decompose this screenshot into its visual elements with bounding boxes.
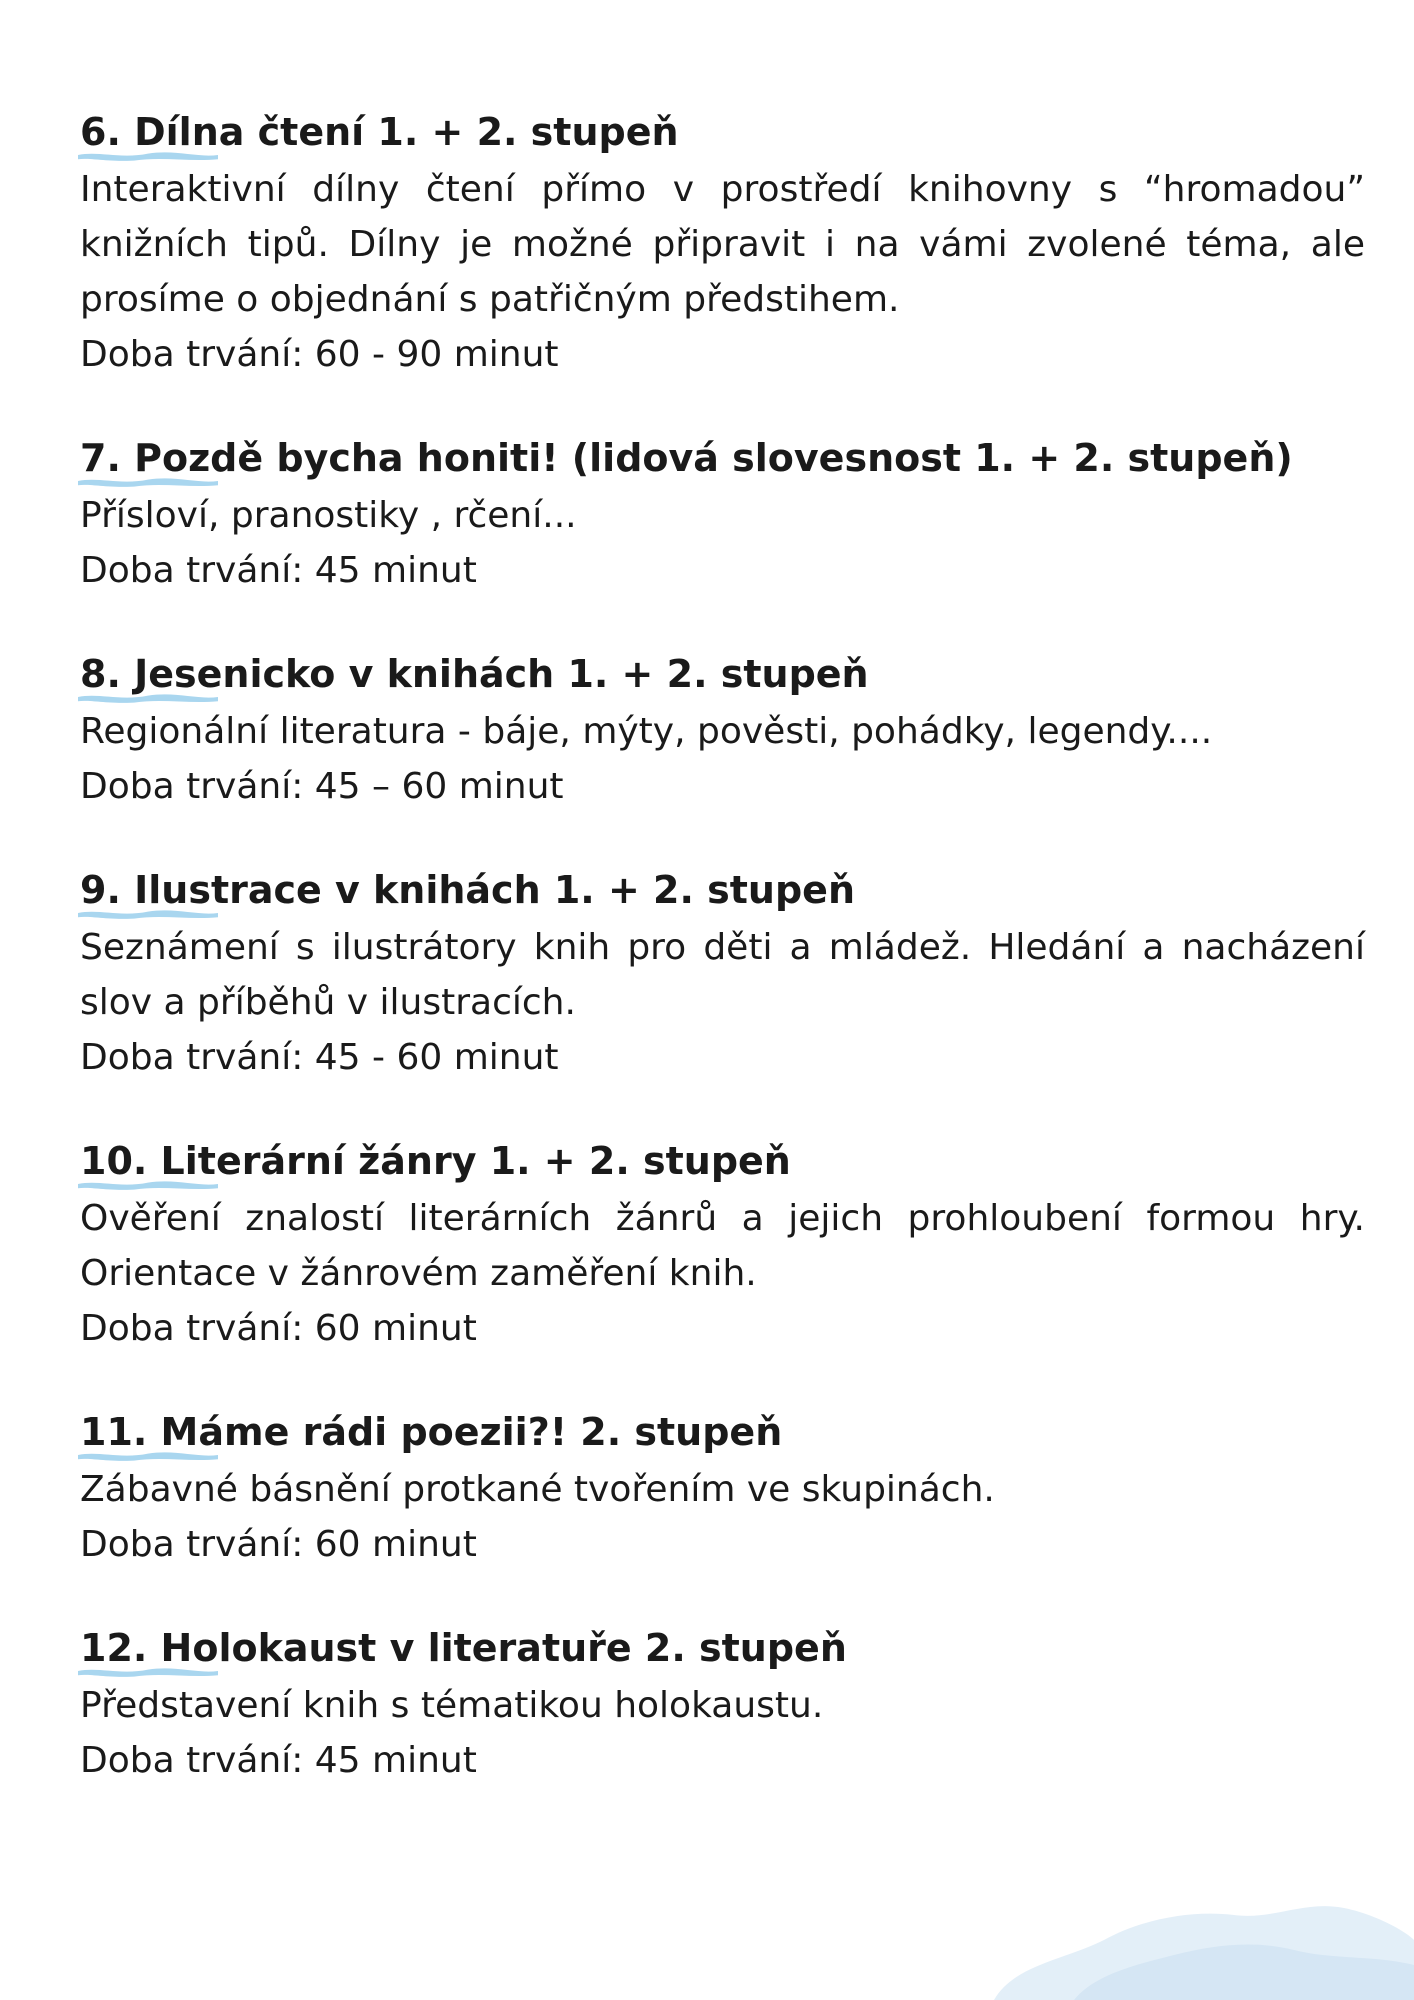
program-item-6 bbox=[80, 108, 1365, 382]
program-description: Seznámení s ilustrátory knih pro děti a mládež. Hledání a nacházení slov a příběhů v ilustracích. bbox=[80, 927, 1365, 1023]
program-duration: Doba trvání: 60 - 90 minut bbox=[80, 334, 559, 375]
program-duration: Doba trvání: 60 minut bbox=[80, 1524, 477, 1565]
program-title-wrap bbox=[80, 108, 679, 162]
program-duration: Doba trvání: 45 minut bbox=[80, 550, 477, 591]
program-title-wrap bbox=[80, 1137, 791, 1191]
watercolor-decoration bbox=[934, 1870, 1414, 2000]
program-description: Představení knih s tématikou holokaustu. bbox=[80, 1685, 824, 1726]
program-duration: Doba trvání: 45 – 60 minut bbox=[80, 766, 564, 807]
program-list bbox=[80, 108, 1365, 1840]
program-title: 11. Máme rádi poezii?! 2. stupeň bbox=[80, 1410, 783, 1454]
program-description: Regionální literatura - báje, mýty, pověsti, pohádky, legendy.... bbox=[80, 711, 1213, 752]
program-description: Ověření znalostí literárních žánrů a jejich prohloubení formou hry. Orientace v žánrovém zaměření knih. bbox=[80, 1198, 1365, 1294]
program-description: Přísloví, pranostiky , rčení... bbox=[80, 495, 577, 536]
program-title-wrap bbox=[80, 1624, 847, 1678]
program-title-wrap bbox=[80, 434, 1293, 488]
program-title: 6. Dílna čtení 1. + 2. stupeň bbox=[80, 110, 679, 154]
program-duration: Doba trvání: 60 minut bbox=[80, 1308, 477, 1349]
program-title-wrap bbox=[80, 1408, 782, 1462]
program-title: 10. Literární žánry 1. + 2. stupeň bbox=[80, 1139, 791, 1183]
program-title: 9. Ilustrace v knihách 1. + 2. stupeň bbox=[80, 868, 856, 912]
program-title-wrap bbox=[80, 866, 855, 920]
program-title: 12. Holokaust v literatuře 2. stupeň bbox=[80, 1626, 847, 1670]
program-title: 7. Pozdě bycha honiti! (lidová slovesnost 1. + 2. stupeň) bbox=[80, 436, 1293, 480]
program-duration: Doba trvání: 45 minut bbox=[80, 1740, 477, 1781]
program-duration: Doba trvání: 45 - 60 minut bbox=[80, 1037, 559, 1078]
program-title: 8. Jesenicko v knihách 1. + 2. stupeň bbox=[80, 652, 869, 696]
program-title-wrap bbox=[80, 650, 869, 704]
program-description: Zábavné básnění protkané tvořením ve skupinách. bbox=[80, 1469, 995, 1510]
program-item-7 bbox=[80, 434, 1365, 598]
program-item-12 bbox=[80, 1624, 1365, 1788]
program-description: Interaktivní dílny čtení přímo v prostředí knihovny s “hromadou” knižních tipů. Dílny je možné připravit i na vámi zvolené téma, ale prosíme o objednání s patřičným předstihem. bbox=[80, 169, 1365, 320]
program-item-8 bbox=[80, 650, 1365, 814]
program-item-11 bbox=[80, 1408, 1365, 1572]
program-item-9 bbox=[80, 866, 1365, 1085]
program-item-10 bbox=[80, 1137, 1365, 1356]
